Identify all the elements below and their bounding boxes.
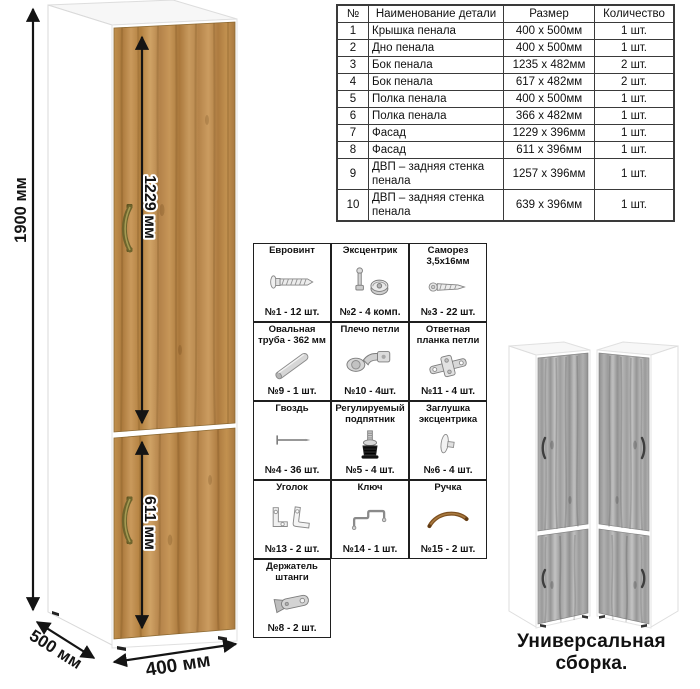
hardware-item-adjustable-foot: Регулируемый подпятник №5 - 4 шт.	[331, 401, 409, 480]
table-row: 9 ДВП – задняя стенка пенала 1257 x 396мм 1 шт.	[337, 159, 674, 190]
gray-cabinet-left	[509, 342, 590, 628]
cam-cap-icon	[420, 425, 476, 465]
table-row: 4 Бок пенала 617 x 482мм 2 шт.	[337, 74, 674, 91]
hardware-item-hinge-plate: Ответная планка петли №11 - 4 шт.	[409, 322, 487, 401]
upper-door	[114, 22, 235, 432]
adjustable-foot-icon	[342, 425, 398, 465]
cam-bolt-icon	[342, 257, 398, 307]
table-row: 8 Фасад 611 x 396мм 1 шт.	[337, 142, 674, 159]
screw-icon	[420, 267, 476, 307]
corner-bracket-icon	[264, 494, 320, 544]
table-header-row	[337, 5, 674, 23]
oval-tube-icon	[264, 346, 320, 386]
lower-door	[114, 428, 235, 639]
rod-holder-icon	[264, 583, 320, 623]
handle-icon	[420, 494, 476, 544]
table-row: 2 Дно пенала 400 x 500мм 1 шт.	[337, 40, 674, 57]
depth-dimension-label: 500 мм	[26, 625, 86, 673]
hardware-item-oval-tube: Овальная труба - 362 мм №9 - 1 шт.	[253, 322, 331, 401]
hardware-item-cam: Эксцентрик №2 - 4 комп.	[331, 243, 409, 322]
hardware-item-euroscrew: Евровинт №1 - 12 шт.	[253, 243, 331, 322]
hardware-item-rod-holder: Держатель штанги №8 - 2 шт.	[253, 559, 331, 638]
table-row: 10 ДВП – задняя стенка пенала 639 x 396мм 1 шт.	[337, 190, 674, 222]
parts-table	[336, 4, 675, 222]
cabinet-side-face	[48, 5, 112, 645]
hardware-item-screw: Саморез 3,5х16мм №3 - 22 шт.	[409, 243, 487, 322]
gray-cabinet-right	[597, 342, 678, 628]
universal-assembly-illustration	[483, 335, 700, 655]
table-row: 6 Полка пенала 366 x 482мм 1 шт.	[337, 108, 674, 125]
col-header-name: Наименование детали	[369, 5, 504, 23]
hardware-item-key: Ключ №14 - 1 шт.	[331, 480, 409, 559]
hardware-item-cam-cap: Заглушка эксцентрика №6 - 4 шт.	[409, 401, 487, 480]
table-row: 5 Полка пенала 400 x 500мм 1 шт.	[337, 91, 674, 108]
assembly-caption: Универсальная сборка.	[517, 631, 666, 674]
table-row: 7 Фасад 1229 x 396мм 1 шт.	[337, 125, 674, 142]
hardware-item-nail: Гвоздь №4 - 36 шт.	[253, 401, 331, 480]
hinge-arm-icon	[342, 336, 398, 386]
key-icon	[342, 494, 398, 544]
hardware-item-corner-bracket: Уголок №13 - 2 шт.	[253, 480, 331, 559]
upper-door-dimension-label: 1229 мм	[141, 175, 158, 239]
nail-icon	[264, 415, 320, 465]
table-row: 1 Крышка пенала 400 x 500мм 1 шт.	[337, 23, 674, 40]
height-dimension-label: 1900 мм	[12, 177, 30, 243]
col-header-num: №	[337, 5, 369, 23]
euroscrew-icon	[264, 257, 320, 307]
hinge-plate-icon	[420, 346, 476, 386]
lower-door-dimension-label: 611 мм	[141, 496, 158, 550]
table-row: 3 Бок пенала 1235 x 482мм 2 шт.	[337, 57, 674, 74]
hardware-grid	[253, 243, 487, 638]
hardware-item-handle: Ручка №15 - 2 шт.	[409, 480, 487, 559]
width-dimension-label: 400 мм	[144, 650, 212, 681]
main-cabinet-illustration	[0, 0, 260, 689]
hardware-item-hinge-arm: Плечо петли №10 - 4шт.	[331, 322, 409, 401]
col-header-qty: Количество	[595, 5, 675, 23]
col-header-size: Размер	[504, 5, 595, 23]
